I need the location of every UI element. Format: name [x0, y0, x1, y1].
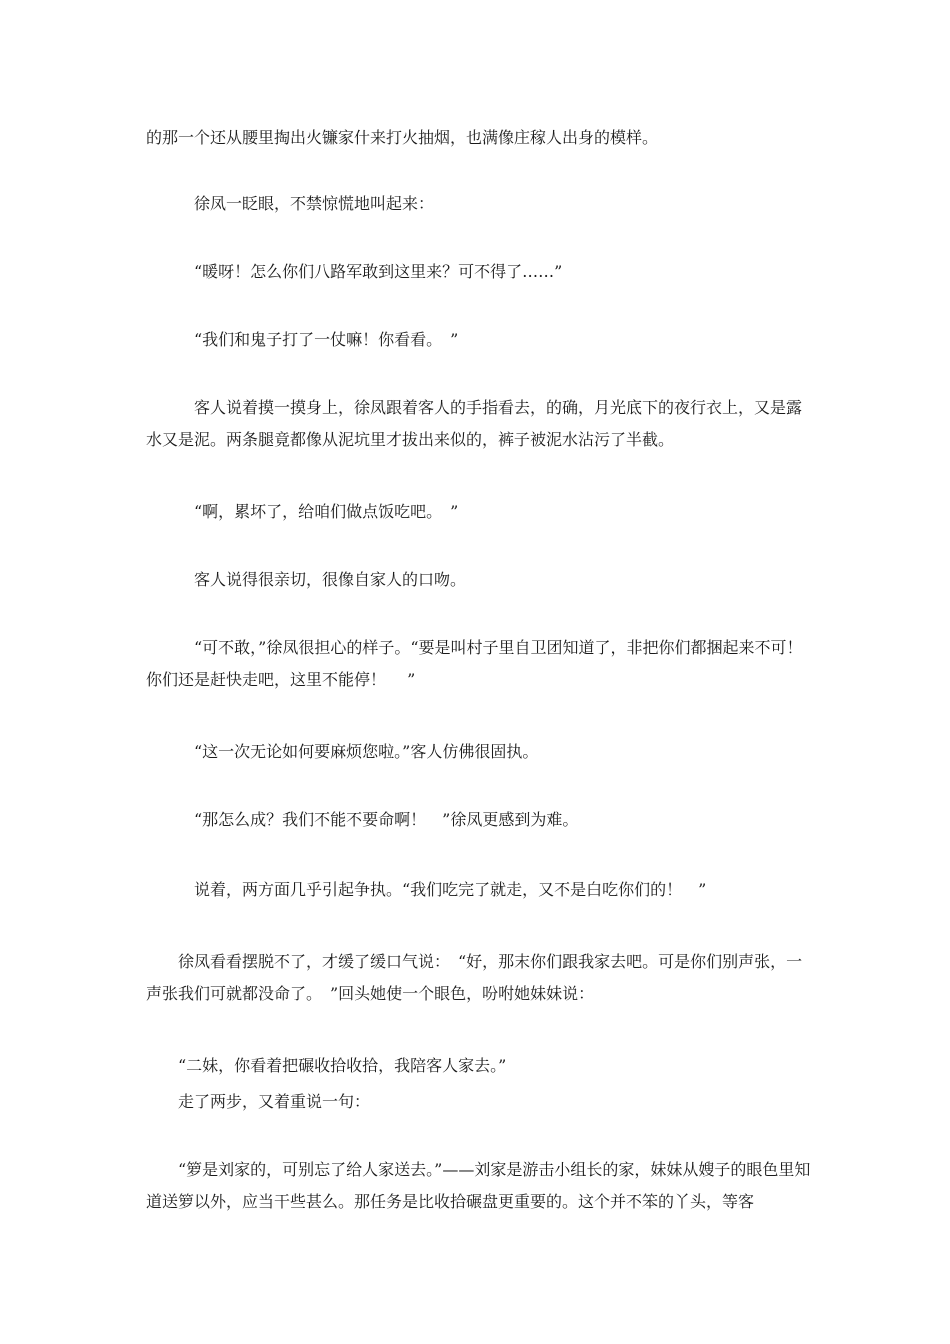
paragraph-5: 客人说着摸一摸身上，徐凤跟着客人的手指看去，的确，月光底下的夜行衣上，又是露水又是泥。两条腿竟都像从泥坑里才拔出来似的，裤子被泥水沾污了半截。 — [146, 398, 803, 449]
paragraph-8: “可不敢，”徐凤很担心的样子。“要是叫村子里自卫团知道了，非把你们都捆起来不可！你们还是赶快走吧，这里不能停！ ” — [146, 638, 803, 689]
paragraph-10: “那怎么成？我们不能不要命啊！ ”徐凤更感到为难。 — [146, 810, 579, 829]
paragraph-2: 徐凤一眨眼，不禁惊慌地叫起来： — [146, 194, 435, 213]
paragraph-11: 说着，两方面几乎引起争执。“我们吃完了就走，又不是白吃你们的！ ” — [146, 880, 707, 899]
paragraph-13: “二妹，你看着把碾收拾收拾，我陪客人家去。” — [146, 1056, 507, 1075]
paragraph-3: “暖呀！怎么你们八路军敢到这里来？可不得了……” — [146, 262, 563, 281]
paragraph-4: “我们和鬼子打了一仗嘛！你看看。 ” — [146, 330, 459, 349]
paragraph-14: 走了两步，又着重说一句： — [146, 1092, 371, 1111]
paragraph-6: “啊，累坏了，给咱们做点饭吃吧。 ” — [146, 502, 459, 521]
paragraph-15: “箩是刘家的，可别忘了给人家送去。”——刘家是游击小组长的家，妹妹从嫂子的眼色里知道送箩以外，应当干些甚么。那任务是比收拾碾盘更重要的。这个并不笨的丫头，等客 — [146, 1160, 811, 1211]
paragraph-1: 的那一个还从腰里掏出火镰家什来打火抽烟，也满像庄稼人出身的模样。 — [146, 128, 659, 147]
paragraph-12: 徐凤看看摆脱不了，才缓了缓口气说： “好，那末你们跟我家去吧。可是你们别声张，一声张我们可就都没命了。 ”回头她使一个眼色，吩咐她妹妹说： — [146, 952, 803, 1003]
paragraph-9: “这一次无论如何要麻烦您啦。”客人仿佛很固执。 — [146, 742, 539, 761]
paragraph-7: 客人说得很亲切，很像自家人的口吻。 — [146, 570, 467, 589]
